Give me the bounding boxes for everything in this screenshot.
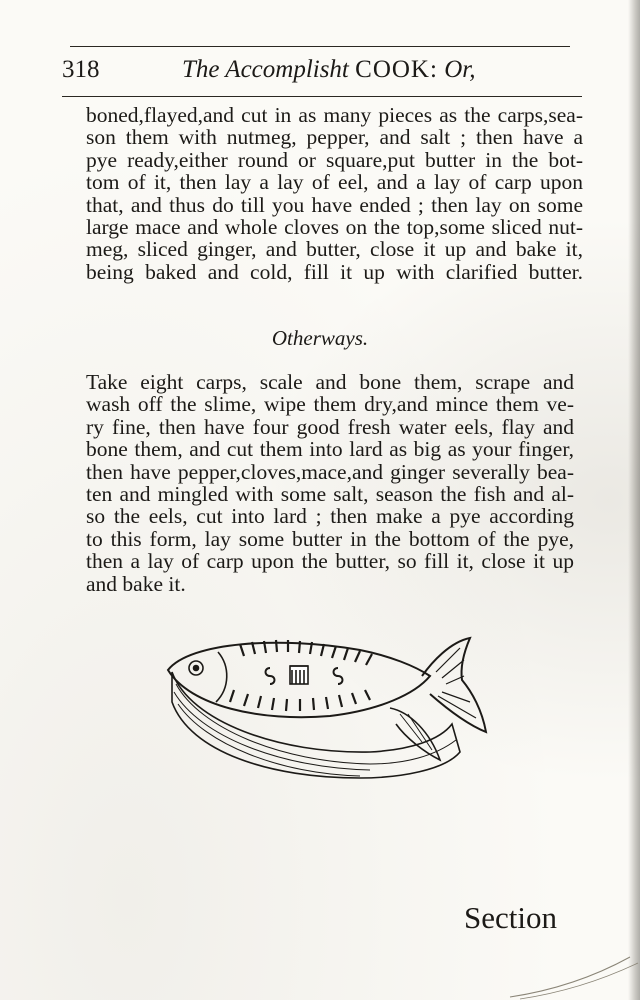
- top-rule: [70, 46, 570, 47]
- text-line: to this form, lay some butter in the bottom of the pye,: [86, 526, 574, 551]
- page-gutter-shadow: [628, 0, 640, 1000]
- text-line: and bake it.: [86, 571, 186, 596]
- section-subheading: Otherways.: [271, 326, 369, 350]
- text-line: then have pepper,cloves,mace,and ginger severally bea-: [86, 459, 574, 484]
- pencil-mark: [500, 955, 640, 1000]
- text-line: Take eight carps, scale and bone them, scrape and: [86, 370, 574, 394]
- page-number: 318: [62, 56, 100, 83]
- text-line: boned,flayed,and cut in as many pieces as the carps,sea-: [86, 103, 583, 127]
- fish-pie-woodcut-icon: [160, 632, 500, 782]
- text-line: tom of it, then lay a lay of eel, and a lay of carp upon: [86, 170, 583, 195]
- catchword: Section: [464, 900, 557, 935]
- running-header: [62, 56, 582, 92]
- text-line: being baked and cold, fill it up with clarified butter.: [86, 259, 583, 284]
- text-line: pye ready,either round or square,put butter in the bot-: [86, 147, 583, 172]
- text-line: meg, sliced ginger, and butter, close it up and bake it,: [86, 237, 583, 262]
- text-line: son them with nutmeg, pepper, and salt ; then have a: [86, 125, 583, 150]
- header-rule: [62, 96, 582, 97]
- text-line: ry fine, then have four good fresh water eels, flay and: [86, 414, 574, 439]
- text-line: bone them, and cut them into lard as big as your finger,: [86, 437, 574, 462]
- recipe-continued-paragraph: [86, 104, 583, 283]
- running-title: [182, 56, 475, 84]
- running-title-italic: The Accomplisht: [182, 56, 349, 83]
- recipe-otherways-paragraph: [86, 371, 574, 595]
- text-line: wash off the slime, wipe them dry,and mince them ve-: [86, 392, 574, 417]
- text-line: ten and mingled with some salt, season the fish and al-: [86, 482, 574, 507]
- running-title-end: Or,: [444, 56, 476, 83]
- text-line: then a lay of carp upon the butter, so fill it, close it up: [86, 549, 574, 574]
- text-line: so the eels, cut into lard ; then make a pye according: [86, 504, 574, 529]
- text-line: that, and thus do till you have ended ; then lay on some: [86, 192, 583, 217]
- text-line: large mace and whole cloves on the top,some sliced nut-: [86, 215, 583, 240]
- running-title-caps: COOK:: [355, 56, 438, 83]
